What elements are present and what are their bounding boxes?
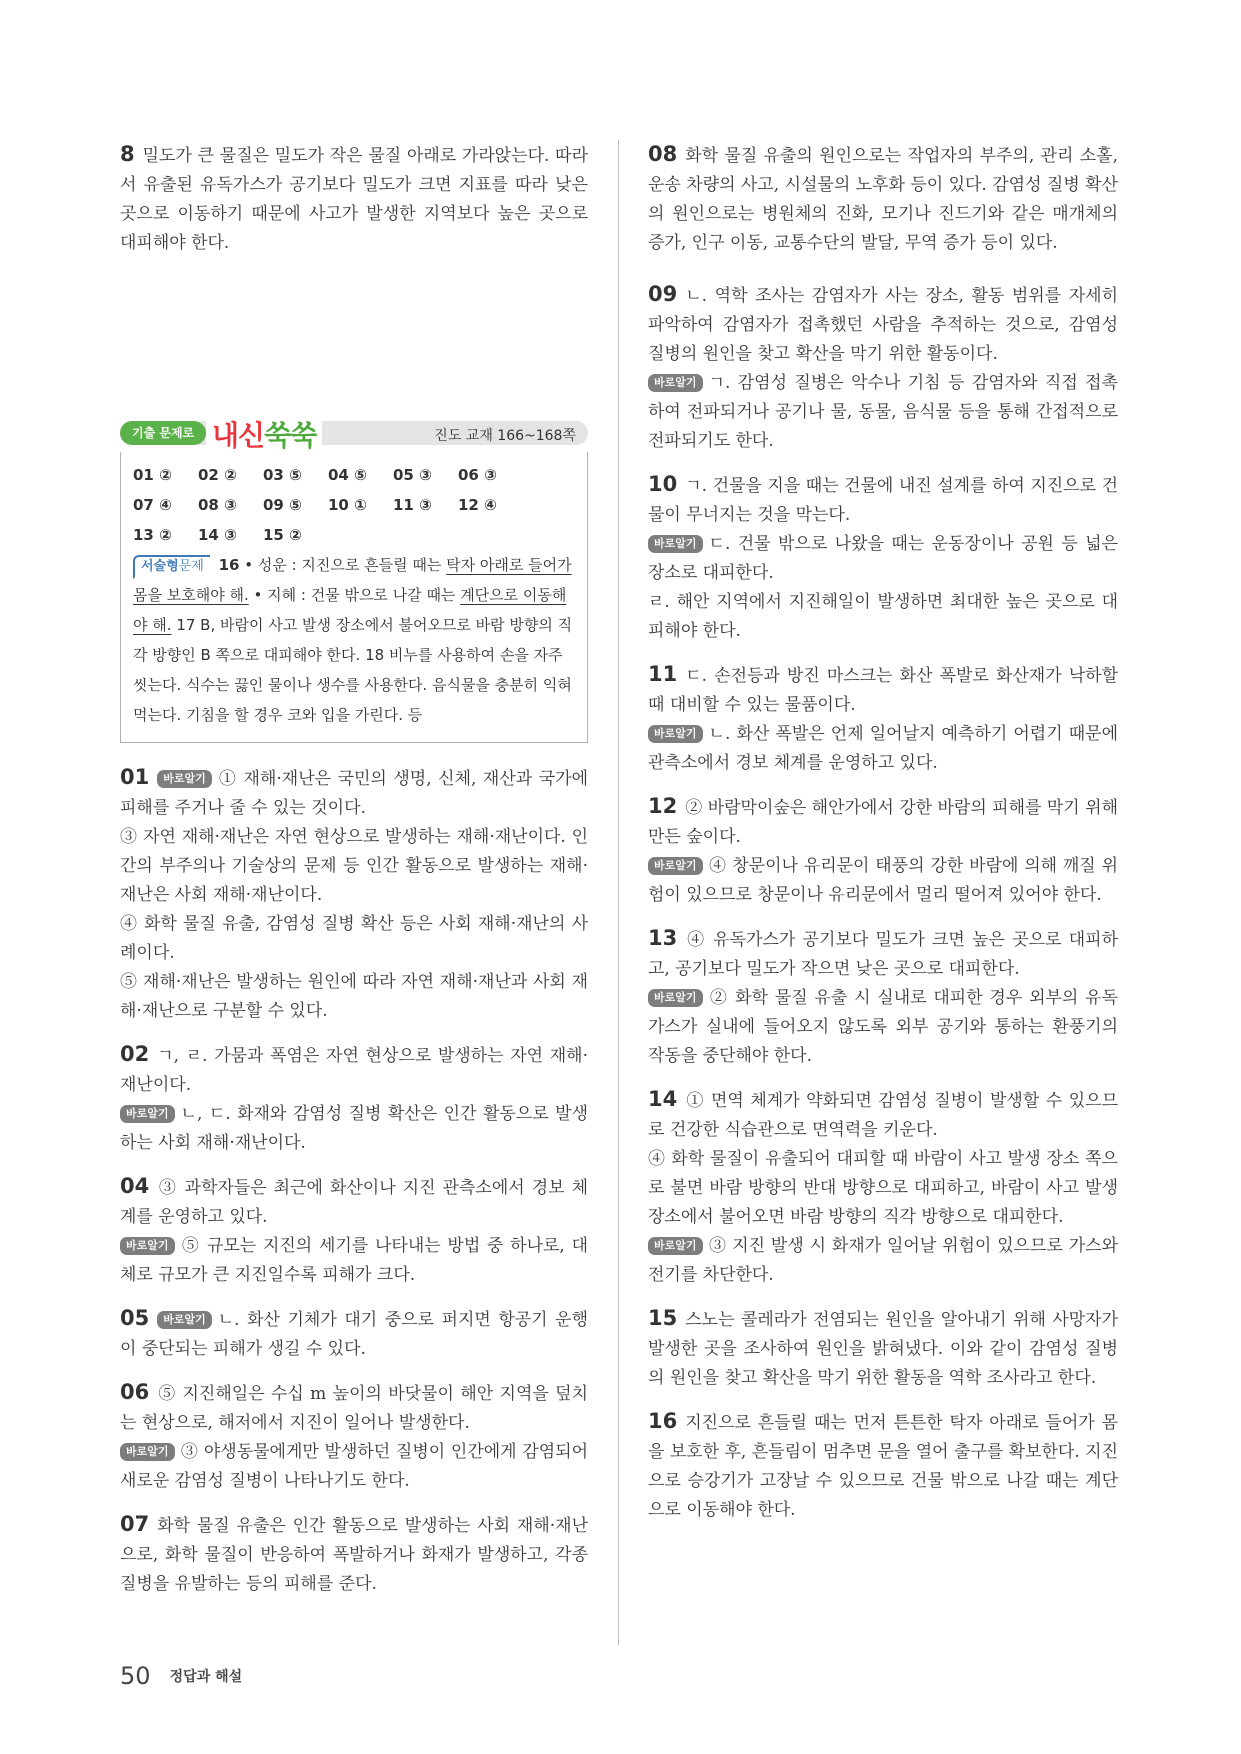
correction-tag: 바로알기	[120, 1237, 175, 1255]
answer-item: 12 ④	[458, 496, 497, 514]
answer-item: 03 ⑤	[263, 466, 302, 484]
explanation-13: 13 ④ 유독가스가 공기보다 밀도가 크면 높은 곳으로 대피하고, 공기보다 밀도가 작으면 낮은 곳으로 대피한다. 바로알기 ② 화학 물질 유출 시 실내로 대피한 경우 외부의 유독가스가 실내에 들어오지 않도록 외부 공기와 통하는 환풍기의 작동을 중단해야 한다.	[648, 926, 1118, 1066]
correction-tag: 바로알기	[157, 770, 212, 788]
explanation-02: 02 ㄱ, ㄹ. 가뭄과 폭염은 자연 현상으로 발생하는 자연 재해·재난이다. 바로알기 ㄴ, ㄷ. 화재와 감염성 질병 확산은 인간 활동으로 발생하는 사회 재해·재난이다.	[120, 1042, 588, 1153]
explanation-text: 밀도가 큰 물질은 밀도가 작은 물질 아래로 가라앉는다. 따라서 유출된 유독가스가 공기보다 밀도가 크면 지표를 따라 낮은 곳으로 이동하기 때문에 사고가 발생한 지역보다 높은 곳으로 대피해야 한다.	[120, 146, 588, 253]
answer-item: 08 ③	[198, 496, 237, 514]
section-label: 기출 문제로	[120, 421, 206, 445]
explanation-10: 10 ㄱ. 건물을 지을 때는 건물에 내진 설계를 하여 지진으로 건물이 무너지는 것을 막는다. 바로알기 ㄷ. 건물 밖으로 나왔을 때는 운동장이나 공원 등 넓은 장소로 대피한다. ㄹ. 해안 지역에서 지진해일이 발생하면 최대한 높은 곳으로 대피해야 한다.	[648, 472, 1118, 641]
answer-item: 15 ②	[263, 526, 302, 544]
explanation-08: 08 화학 물질 유출의 원인으로는 작업자의 부주의, 관리 소홀, 운송 차량의 사고, 시설물의 노후화 등이 있다. 감염성 질병 확산의 원인으로는 병원체의 진화, 모기나 진드기와 같은 매개체의 증가, 인구 이동, 교통수단의 발달, 무역 증가 등이 있다.	[648, 142, 1118, 253]
correction-tag: 바로알기	[648, 1237, 703, 1255]
question-number: 8	[120, 142, 135, 166]
answer-16-number: 16	[218, 556, 240, 574]
explanation-09: 09 ㄴ. 역학 조사는 감염자가 사는 장소, 활동 범위를 자세히 파악하여 감염자가 접촉했던 사람을 추적하는 것으로, 감염성 질병의 원인을 찾고 확산을 막기 위한 활동이다. 바로알기 ㄱ. 감염성 질병은 악수나 기침 등 감염자와 직접 접촉하여 전파되거나 공기나 물, 동물, 음식물 등을 통해 간접적으로 전파되기도 한다.	[648, 282, 1118, 451]
answer-grid	[133, 460, 575, 550]
correction-tag: 바로알기	[648, 374, 703, 392]
explanation-06: 06 ⑤ 지진해일은 수십 m 높이의 바닷물이 해안 지역을 덮치는 현상으로, 해저에서 지진이 일어나 발생한다. 바로알기 ③ 야생동물에게만 발생하던 질병이 인간에게 감염되어 새로운 감염성 질병이 나타나기도 한다.	[120, 1380, 588, 1491]
answer-key-box	[120, 416, 588, 743]
explanation-12: 12 ② 바람막이숲은 해안가에서 강한 바람의 피해를 막기 위해 만든 숲이다. 바로알기 ④ 창문이나 유리문이 태풍의 강한 바람에 의해 깨질 위험이 있으므로 창문이나 유리문에서 멀리 떨어져 있어야 한다.	[648, 794, 1118, 905]
right-column	[648, 140, 1118, 1539]
answer-item: 07 ④	[133, 496, 172, 514]
explanation-05: 05 바로알기 ㄴ. 화산 기체가 대기 중으로 퍼지면 항공기 운행이 중단되는 피해가 생길 수 있다.	[120, 1306, 588, 1359]
explanation-11: 11 ㄷ. 손전등과 방진 마스크는 화산 폭발로 화산재가 낙하할 때 대비할 수 있는 물품이다. 바로알기 ㄴ. 화산 폭발은 언제 일어날지 예측하기 어렵기 때문에 관측소에서 경보 체계를 운영하고 있다.	[648, 662, 1118, 773]
answer-16-underlined: 탁자 아래로 들어가 몸을 보호해야 해.	[133, 556, 572, 604]
correction-tag: 바로알기	[157, 1311, 212, 1329]
page-footer	[120, 1662, 242, 1690]
correction-tag: 바로알기	[120, 1443, 175, 1461]
correction-tag: 바로알기	[120, 1105, 175, 1123]
explanation-04: 04 ③ 과학자들은 최근에 화산이나 지진 관측소에서 경보 체계를 운영하고 있다. 바로알기 ⑤ 규모는 지진의 세기를 나타내는 방법 중 하나로, 대체로 규모가 큰 지진일수록 피해가 크다.	[120, 1174, 588, 1285]
answer-box-body	[120, 452, 588, 743]
correction-tag: 바로알기	[648, 725, 703, 743]
explanation-8	[120, 140, 588, 258]
explanation-16: 16 지진으로 흔들릴 때는 먼저 튼튼한 탁자 아래로 들어가 몸을 보호한 후, 흔들림이 멈추면 문을 열어 출구를 확보한다. 지진으로 승강기가 고장날 수 있으므로 건물 밖으로 나갈 때는 계단으로 이동해야 한다.	[648, 1409, 1118, 1520]
answer-item: 04 ⑤	[328, 466, 367, 484]
textbook-range: 진도 교재 166~168쪽	[434, 428, 576, 444]
page-number: 50	[120, 1662, 151, 1690]
section-name: 정답과 해설	[169, 1669, 243, 1685]
explanation-14: 14 ① 면역 체계가 약화되면 감염성 질병이 발생할 수 있으므로 건강한 식습관으로 면역력을 키운다. ④ 화학 물질이 유출되어 대피할 때 바람이 사고 발생 장소 쪽으로 불면 바람 방향의 반대 방향으로 대피하고, 바람이 사고 발생 장소에서 불어오면 바람 방향의 직각 방향으로 대피한다. 바로알기 ③ 지진 발생 시 화재가 일어날 위험이 있으므로 가스와 전기를 차단한다.	[648, 1087, 1118, 1285]
answer-item: 06 ③	[458, 466, 497, 484]
correction-tag: 바로알기	[648, 535, 703, 553]
explanation-01: 01 바로알기 ① 재해·재난은 국민의 생명, 신체, 재산과 국가에 피해를 주거나 줄 수 있는 것이다. ③ 자연 재해·재난은 자연 현상으로 발생하는 재해·재난이다. 인간의 부주의나 기술상의 문제 등 인간 활동으로 발생하는 재해·재난은 사회 재해·재난이다. ④ 화학 물질 유출, 감염성 질병 확산 등은 사회 재해·재난의 사례이다. ⑤ 재해·재난은 발생하는 원인에 따라 자연 재해·재난과 사회 재해·재난으로 구분할 수 있다.	[120, 765, 588, 1021]
left-column	[120, 140, 588, 1613]
answer-item: 01 ②	[133, 466, 172, 484]
answer-item: 09 ⑤	[263, 496, 302, 514]
answer-item: 05 ③	[393, 466, 432, 484]
brand-title: 내신쑥쑥	[206, 414, 322, 454]
column-divider	[618, 140, 619, 1645]
explanation-07: 07 화학 물질 유출은 인간 활동으로 발생하는 사회 재해·재난으로, 화학 물질이 반응하여 폭발하거나 화재가 발생하고, 각종 질병을 유발하는 등의 피해를 준다.	[120, 1512, 588, 1594]
answer-17: 17 B, 바람이 사고 발생 장소에서 불어오므로 바람 방향의 직각 방향인 B 쪽으로 대피해야 한다.	[133, 616, 573, 664]
extended-question-tag: 서술형문제	[133, 555, 210, 579]
answer-item: 14 ③	[198, 526, 237, 544]
answer-16-underlined: 계단으로 이동해야 해.	[133, 586, 567, 634]
extended-answers: 서술형문제 16 • 성운 : 지진으로 흔들릴 때는 탁자 아래로 들어가 몸을 보호해야 해. • 지혜 : 건물 밖으로 나갈 때는 계단으로 이동해야 해. 17 B, 바람이 사고 발생 장소에서 불어오므로 바람 방향의 직각 방향인 B 쪽으로 대피해야 한다. 18 비누를 사용하여 손을 자주 씻는다. 식수는 끓인 물이나 생수를 사용한다. 음식물을 충분히 익혀 먹는다. 기침을 할 경우 코와 입을 가린다. 등	[133, 556, 573, 724]
answer-item: 13 ②	[133, 526, 172, 544]
correction-tag: 바로알기	[648, 857, 703, 875]
answer-item: 11 ③	[393, 496, 432, 514]
answer-box-header	[120, 416, 588, 450]
answer-item: 02 ②	[198, 466, 237, 484]
answer-18: 18 비누를 사용하여 손을 자주 씻는다. 식수는 끓인 물이나 생수를 사용한다. 음식물을 충분히 익혀 먹는다. 기침을 할 경우 코와 입을 가린다. 등	[133, 646, 572, 724]
answer-item: 10 ①	[328, 496, 367, 514]
correction-tag: 바로알기	[648, 989, 703, 1007]
explanation-15: 15 스노는 콜레라가 전염되는 원인을 알아내기 위해 사망자가 발생한 곳을 조사하여 원인을 밝혀냈다. 이와 같이 감염성 질병의 원인을 찾고 확산을 막기 위한 활동을 역학 조사라고 한다.	[648, 1306, 1118, 1388]
